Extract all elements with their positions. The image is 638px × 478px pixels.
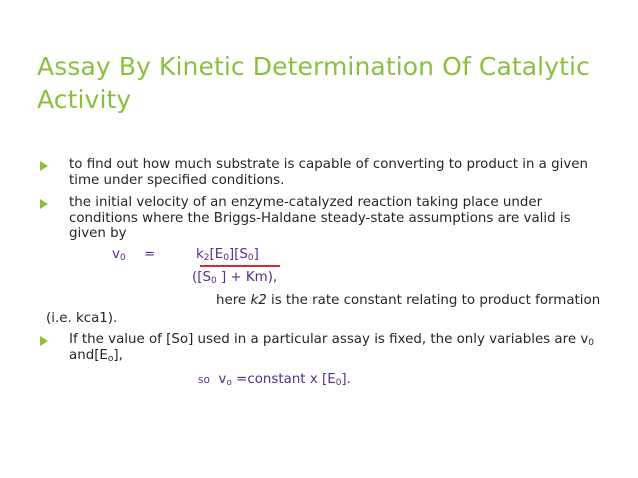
equation-lhs: $v_0$ — [112, 247, 126, 263]
slide-title: Assay By Kinetic Determination Of Catalytic Activity — [37, 52, 590, 114]
bullet-arrow-icon — [40, 199, 48, 209]
equation-equals: = — [144, 247, 156, 262]
equation-numerator: $k_2[E_0][S_0]$ — [196, 247, 259, 263]
ie-note: (i.e. kca1). — [46, 311, 118, 326]
bullet-text-2: the initial velocity of an enzyme-catalyzed reaction taking place under conditions where the Briggs-Haldane steady-state assumptions are valid is given by — [69, 195, 571, 241]
fraction-bar — [200, 265, 280, 267]
bullet-arrow-icon — [40, 336, 48, 346]
bullet-arrow-icon — [40, 161, 48, 171]
bullet-text-1: to find out how much substrate is capable of converting to product in a given time under specified conditions. — [69, 157, 589, 188]
rate-constant-note: here k2 is the rate constant relating to product formation — [216, 293, 601, 308]
bullet-text-3: If the value of [So] used in a particular assay is fixed, the only variables are $v_0$ $and[E_o]$, — [69, 332, 594, 364]
equation-denominator: ([$S_0$ ] + Km), — [192, 270, 278, 286]
constant-formula: so $v_o$ =constant x $[E_0]$. — [198, 372, 351, 388]
